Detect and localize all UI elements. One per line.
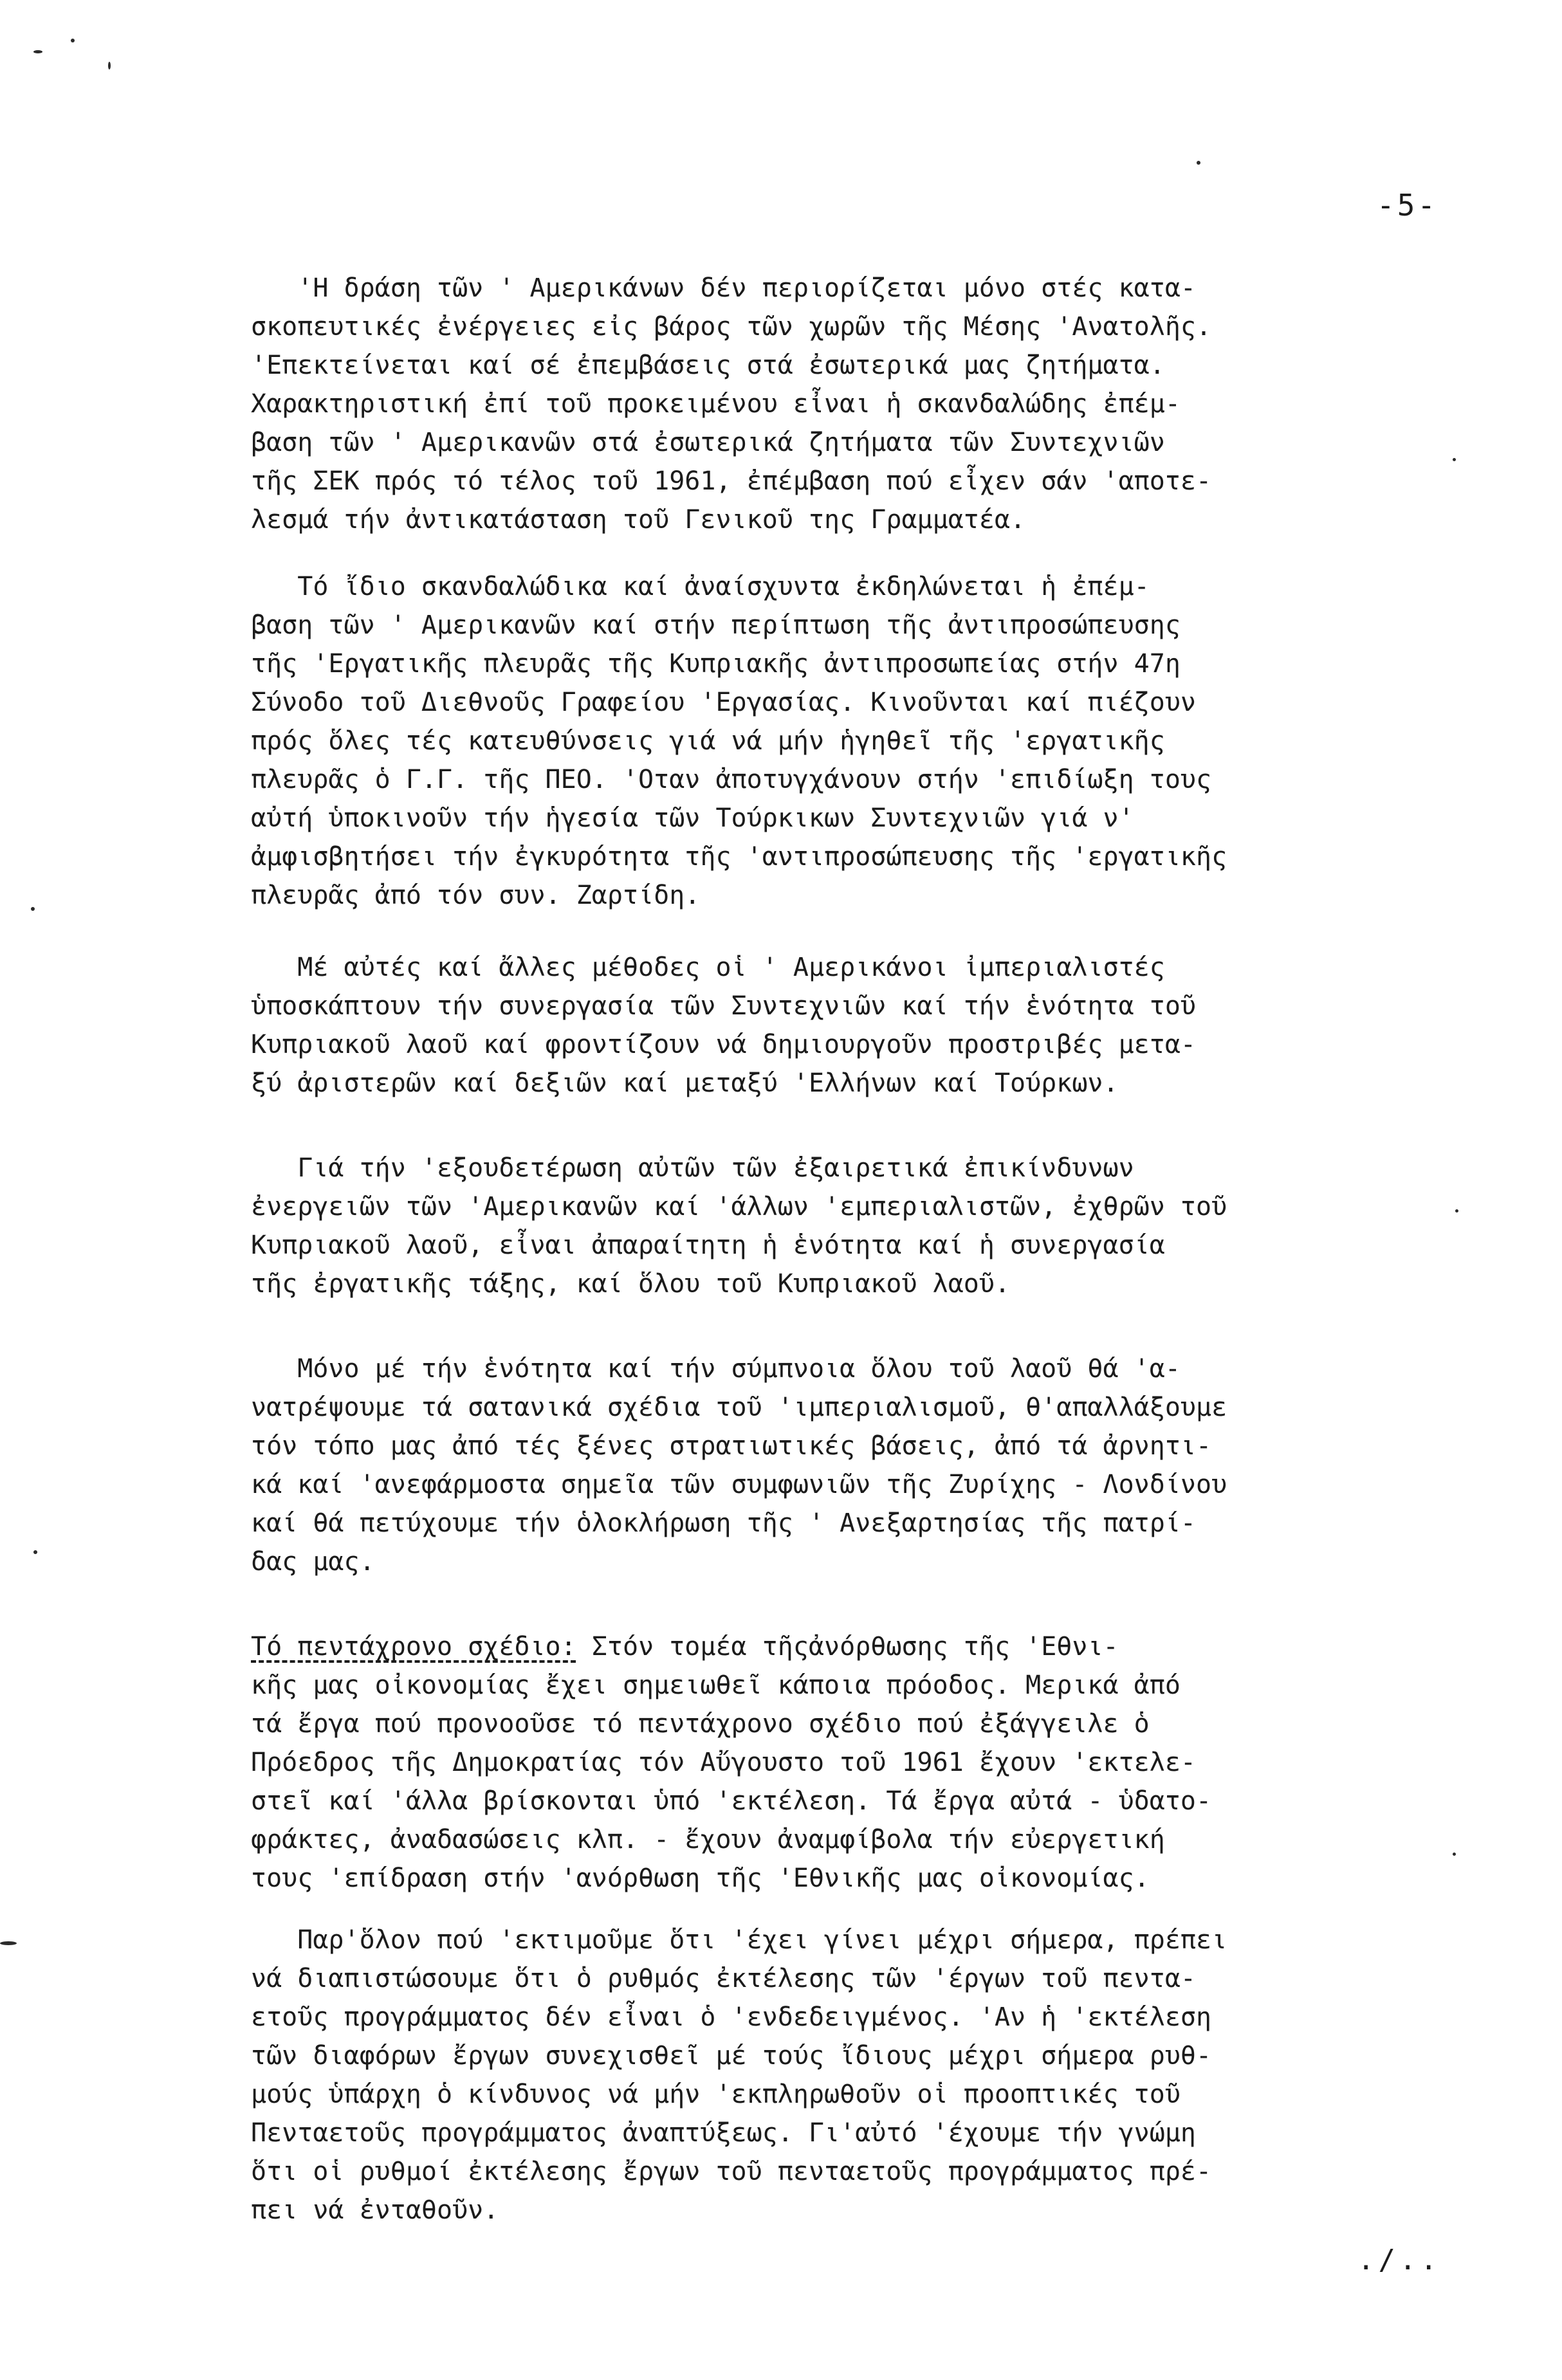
scan-speck [1197, 161, 1200, 165]
scan-speck [33, 50, 42, 53]
text-line-rest: Στόν τομέα τῆςἀνόρθωσης τῆς 'Εθνι- [576, 1632, 1119, 1661]
text-line: μούς ὑπάρχη ὁ κίνδυνος νά μήν 'εκπληρωθοῦν οἱ προοπτικές τοῦ [251, 2080, 1181, 2109]
scan-speck [71, 39, 75, 42]
text-line: τους 'επίδραση στήν 'ανόρθωση τῆς 'Εθνικῆς μας οἰκονομίας. [251, 1863, 1150, 1893]
text-line: Τό ἴδιο σκανδαλώδικα καί ἀναίσχυντα ἐκδηλώνεται ἡ ἐπέμ- [251, 572, 1150, 601]
scan-speck [1453, 1853, 1456, 1856]
scan-speck [1455, 1209, 1458, 1213]
text-line: Μόνο μέ τήν ἑνότητα καί τήν σύμπνοια ὅλου τοῦ λαοῦ θά 'α- [251, 1354, 1181, 1384]
text-line: λεσμά τήν ἀντικατάσταση τοῦ Γενικοῦ της Γραμματέα. [251, 505, 1026, 535]
text-line: τῶν διαφόρων ἔργων συνεχισθεῖ μέ τούς ἴδιους μέχρι σήμερα ρυθ- [251, 2041, 1212, 2071]
text-line: πει νά ἐνταθοῦν. [251, 2195, 499, 2225]
text-line: βαση τῶν ' Αμερικανῶν καί στήν περίπτωση τῆς ἀντιπροσώπευσης [251, 610, 1181, 640]
text-line: ὑποσκάπτουν τήν συνεργασία τῶν Συντεχνιῶν καί τήν ἑνότητα τοῦ [251, 991, 1197, 1021]
text-line: φράκτες, ἀναδασώσεις κλπ. - ἔχουν ἀναμφίβολα τήν εὐεργετική [251, 1825, 1165, 1854]
scan-speck [0, 1941, 17, 1945]
scan-speck [108, 62, 111, 69]
text-line: Σύνοδο τοῦ Διεθνοῦς Γραφείου 'Εργασίας. Κινοῦνται καί πιέζουν [251, 688, 1197, 717]
text-line: τῆς ΣΕΚ πρός τό τέλος τοῦ 1961, ἐπέμβαση πού εἶχεν σάν 'αποτε- [251, 466, 1212, 496]
text-line: 'Η δράση τῶν ' Αμερικάνων δέν περιορίζεται μόνο στές κατα- [251, 273, 1197, 303]
text-line: Πενταετοῦς προγράμματος ἀναπτύξεως. Γι'αὐτό 'έχουμε τήν γνώμη [251, 2118, 1197, 2148]
text-line: τά ἔργα πού προνοοῦσε τό πεντάχρονο σχέδιο πού ἐξάγγειλε ὁ [251, 1709, 1150, 1739]
text-line: τῆς ἐργατικῆς τάξης, καί ὅλου τοῦ Κυπριακοῦ λαοῦ. [251, 1269, 1011, 1299]
text-line: Πρόεδρος τῆς Δημοκρατίας τόν Αὔγουστο τοῦ 1961 ἔχουν 'εκτελε- [251, 1748, 1197, 1777]
text-line: νατρέψουμε τά σατανικά σχέδια τοῦ 'ιμπεριαλισμοῦ, θ'απαλλάξουμε [251, 1393, 1227, 1422]
text-line: δας μας. [251, 1547, 375, 1577]
text-line: σκοπευτικές ἐνέργειες εἰς βάρος τῶν χωρῶν τῆς Μέσης 'Ανατολῆς. [251, 312, 1212, 342]
text-line: βαση τῶν ' Αμερικανῶν στά ἐσωτερικά ζητήματα τῶν Συντεχνιῶν [251, 428, 1165, 457]
text-line: Παρ'ὅλον πού 'εκτιμοῦμε ὅτι 'έχει γίνει μέχρι σήμερα, πρέπει [251, 1925, 1227, 1955]
text-line: ἀμφισβητήσει τήν ἐγκυρότητα τῆς 'αντιπροσώπευσης τῆς 'εργατικῆς [251, 842, 1227, 872]
text-line: Κυπριακοῦ λαοῦ καί φροντίζουν νά δημιουργοῦν προστριβές μετα- [251, 1030, 1197, 1059]
text-line: ετοῦς προγράμματος δέν εἶναι ὁ 'ενδεδειγμένος. 'Αν ἡ 'εκτέλεση [251, 2002, 1212, 2032]
text-line: πρός ὅλες τές κατευθύνσεις γιά νά μήν ἡγηθεῖ τῆς 'εργατικῆς [251, 726, 1165, 756]
text-line: Χαρακτηριστική ἐπί τοῦ προκειμένου εἶναι ἡ σκανδαλώδης ἐπέμ- [251, 389, 1181, 419]
scan-speck [1453, 458, 1456, 461]
section-heading-five-year-plan: Τό πεντάχρονο σχέδιο: [251, 1632, 576, 1661]
scan-speck [31, 907, 35, 911]
text-line: Κυπριακοῦ λαοῦ, εἶναι ἀπαραίτητη ἡ ἑνότητα καί ἡ συνεργασία [251, 1231, 1165, 1260]
text-line: στεῖ καί 'άλλα βρίσκονται ὑπό 'εκτέλεση. Τά ἔργα αὐτά - ὑδατο- [251, 1786, 1212, 1816]
text-line: αὐτή ὑποκινοῦν τήν ἡγεσία τῶν Τούρκικων Συντεχνιῶν γιά ν' [251, 803, 1134, 833]
paragraph-ilo-representation [251, 567, 1493, 915]
paragraph-overturn-plans [251, 1350, 1493, 1581]
continuation-mark: ./.. [1357, 2244, 1441, 2276]
text-line: πλευρᾶς ὁ Γ.Γ. τῆς ΠΕΟ. 'Οταν ἀποτυγχάνουν στήν 'επιδίωξη τους [251, 765, 1212, 794]
text-line: τῆς 'Εργατικῆς πλευρᾶς τῆς Κυπριακῆς ἀντιπροσωπείας στήν 47η [251, 649, 1181, 679]
text-line: Γιά τήν 'εξουδετέρωση αὐτῶν τῶν ἐξαιρετικά ἐπικίνδυνων [251, 1153, 1134, 1183]
text-line: κῆς μας οἰκονομίας ἔχει σημειωθεῖ κάποια πρόοδος. Μερικά ἀπό [251, 1671, 1181, 1700]
text-line: τόν τόπο μας ἀπό τές ξένες στρατιωτικές βάσεις, ἀπό τά ἀρνητι- [251, 1431, 1212, 1461]
paragraph-unity-necessity [251, 1149, 1493, 1303]
text-line: Μέ αὐτές καί ἄλλες μέθοδες οἱ ' Αμερικάνοι ἰμπεριαλιστές [251, 953, 1165, 982]
paragraph-execution-pace [251, 1921, 1493, 2229]
paragraph-imperialist-methods [251, 948, 1493, 1103]
text-line: ἐνεργειῶν τῶν 'Αμερικανῶν καί 'άλλων 'εμπεριαλιστῶν, ἐχθρῶν τοῦ [251, 1192, 1227, 1222]
text-line: κά καί 'ανεφάρμοστα σημεῖα τῶν συμφωνιῶν τῆς Ζυρίχης - Λονδίνου [251, 1470, 1227, 1499]
paragraph-american-intervention [251, 269, 1493, 539]
paragraph-five-year-plan [251, 1627, 1493, 1898]
text-line: πλευρᾶς ἀπό τόν συν. Ζαρτίδη. [251, 881, 701, 910]
text-line: ὅτι οἱ ρυθμοί ἐκτέλεσης ἔργων τοῦ πενταετοῦς προγράμματος πρέ- [251, 2157, 1212, 2186]
text-line: νά διαπιστώσουμε ὅτι ὁ ρυθμός ἐκτέλεσης τῶν 'έργων τοῦ πεντα- [251, 1964, 1197, 1993]
scan-speck [33, 1550, 37, 1554]
text-line [251, 1627, 1493, 1666]
text-line: 'Επεκτείνεται καί σέ ἐπεμβάσεις στά ἐσωτερικά μας ζητήματα. [251, 351, 1165, 380]
text-line: ξύ ἀριστερῶν καί δεξιῶν καί μεταξύ 'Ελλήνων καί Τούρκων. [251, 1068, 1119, 1098]
page-number: -5- [1377, 188, 1438, 223]
text-line: καί θά πετύχουμε τήν ὁλοκλήρωση τῆς ' Ανεξαρτησίας τῆς πατρί- [251, 1508, 1197, 1538]
